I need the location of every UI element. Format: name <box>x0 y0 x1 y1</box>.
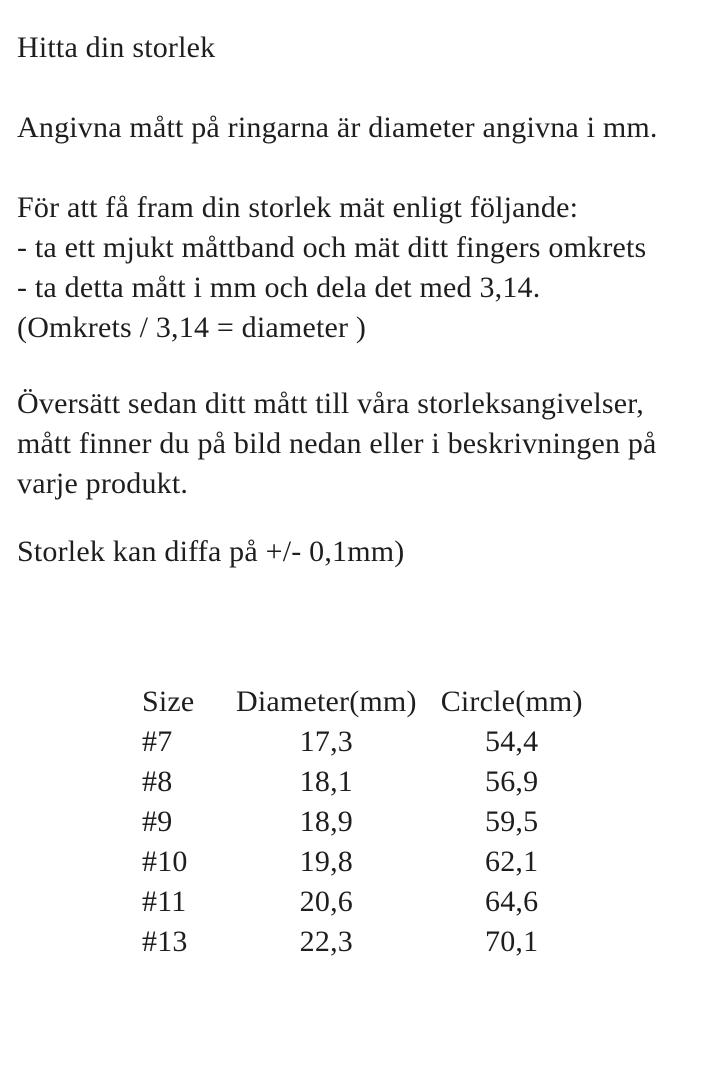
size-cell: #13 <box>142 925 188 958</box>
table-row <box>142 922 607 962</box>
diameter-column-header: Diameter(mm) <box>236 685 417 718</box>
circle-cell: 54,4 <box>485 725 539 758</box>
size-cell: #10 <box>142 845 188 878</box>
instruction-line: För att få fram din storlek mät enligt följande: <box>17 191 579 224</box>
tolerance-note: Storlek kan diffa på +/- 0,1mm) <box>17 535 405 568</box>
diameter-cell: 18,9 <box>299 805 353 838</box>
diameter-cell: 20,6 <box>299 885 353 918</box>
table-row <box>142 842 607 882</box>
size-cell: #8 <box>142 765 173 798</box>
circle-cell: 64,6 <box>485 885 539 918</box>
page-title: Hitta din storlek <box>17 31 216 64</box>
diameter-cell: 19,8 <box>299 845 353 878</box>
table-row <box>142 802 607 842</box>
measure-instructions <box>17 188 710 348</box>
note-line: Översätt sedan ditt mått till våra storleksangivelser, <box>17 387 644 420</box>
size-cell: #11 <box>142 885 187 918</box>
table-row <box>142 762 607 802</box>
translate-note <box>17 384 710 504</box>
size-cell: #7 <box>142 725 173 758</box>
size-cell: #9 <box>142 805 173 838</box>
circle-column-header: Circle(mm) <box>440 685 583 718</box>
circle-cell: 56,9 <box>485 765 539 798</box>
table-row <box>142 882 607 922</box>
circle-cell: 70,1 <box>485 925 539 958</box>
instruction-line: - ta ett mjukt måttband och mät ditt fingers omkrets <box>17 231 647 264</box>
table-row <box>142 722 607 762</box>
size-table <box>142 682 607 962</box>
circle-cell: 62,1 <box>485 845 539 878</box>
intro-text: Angivna mått på ringarna är diameter angivna i mm. <box>17 111 658 144</box>
size-column-header: Size <box>142 685 195 718</box>
diameter-cell: 22,3 <box>299 925 353 958</box>
diameter-cell: 18,1 <box>299 765 353 798</box>
note-line: varje produkt. <box>17 467 189 500</box>
note-line: mått finner du på bild nedan eller i beskrivningen på <box>17 427 657 460</box>
table-header-row <box>142 682 607 722</box>
diameter-cell: 17,3 <box>299 725 353 758</box>
circle-cell: 59,5 <box>485 805 539 838</box>
instruction-line: - ta detta mått i mm och dela det med 3,14. <box>17 271 541 304</box>
instruction-line: (Omkrets / 3,14 = diameter ) <box>17 311 367 344</box>
